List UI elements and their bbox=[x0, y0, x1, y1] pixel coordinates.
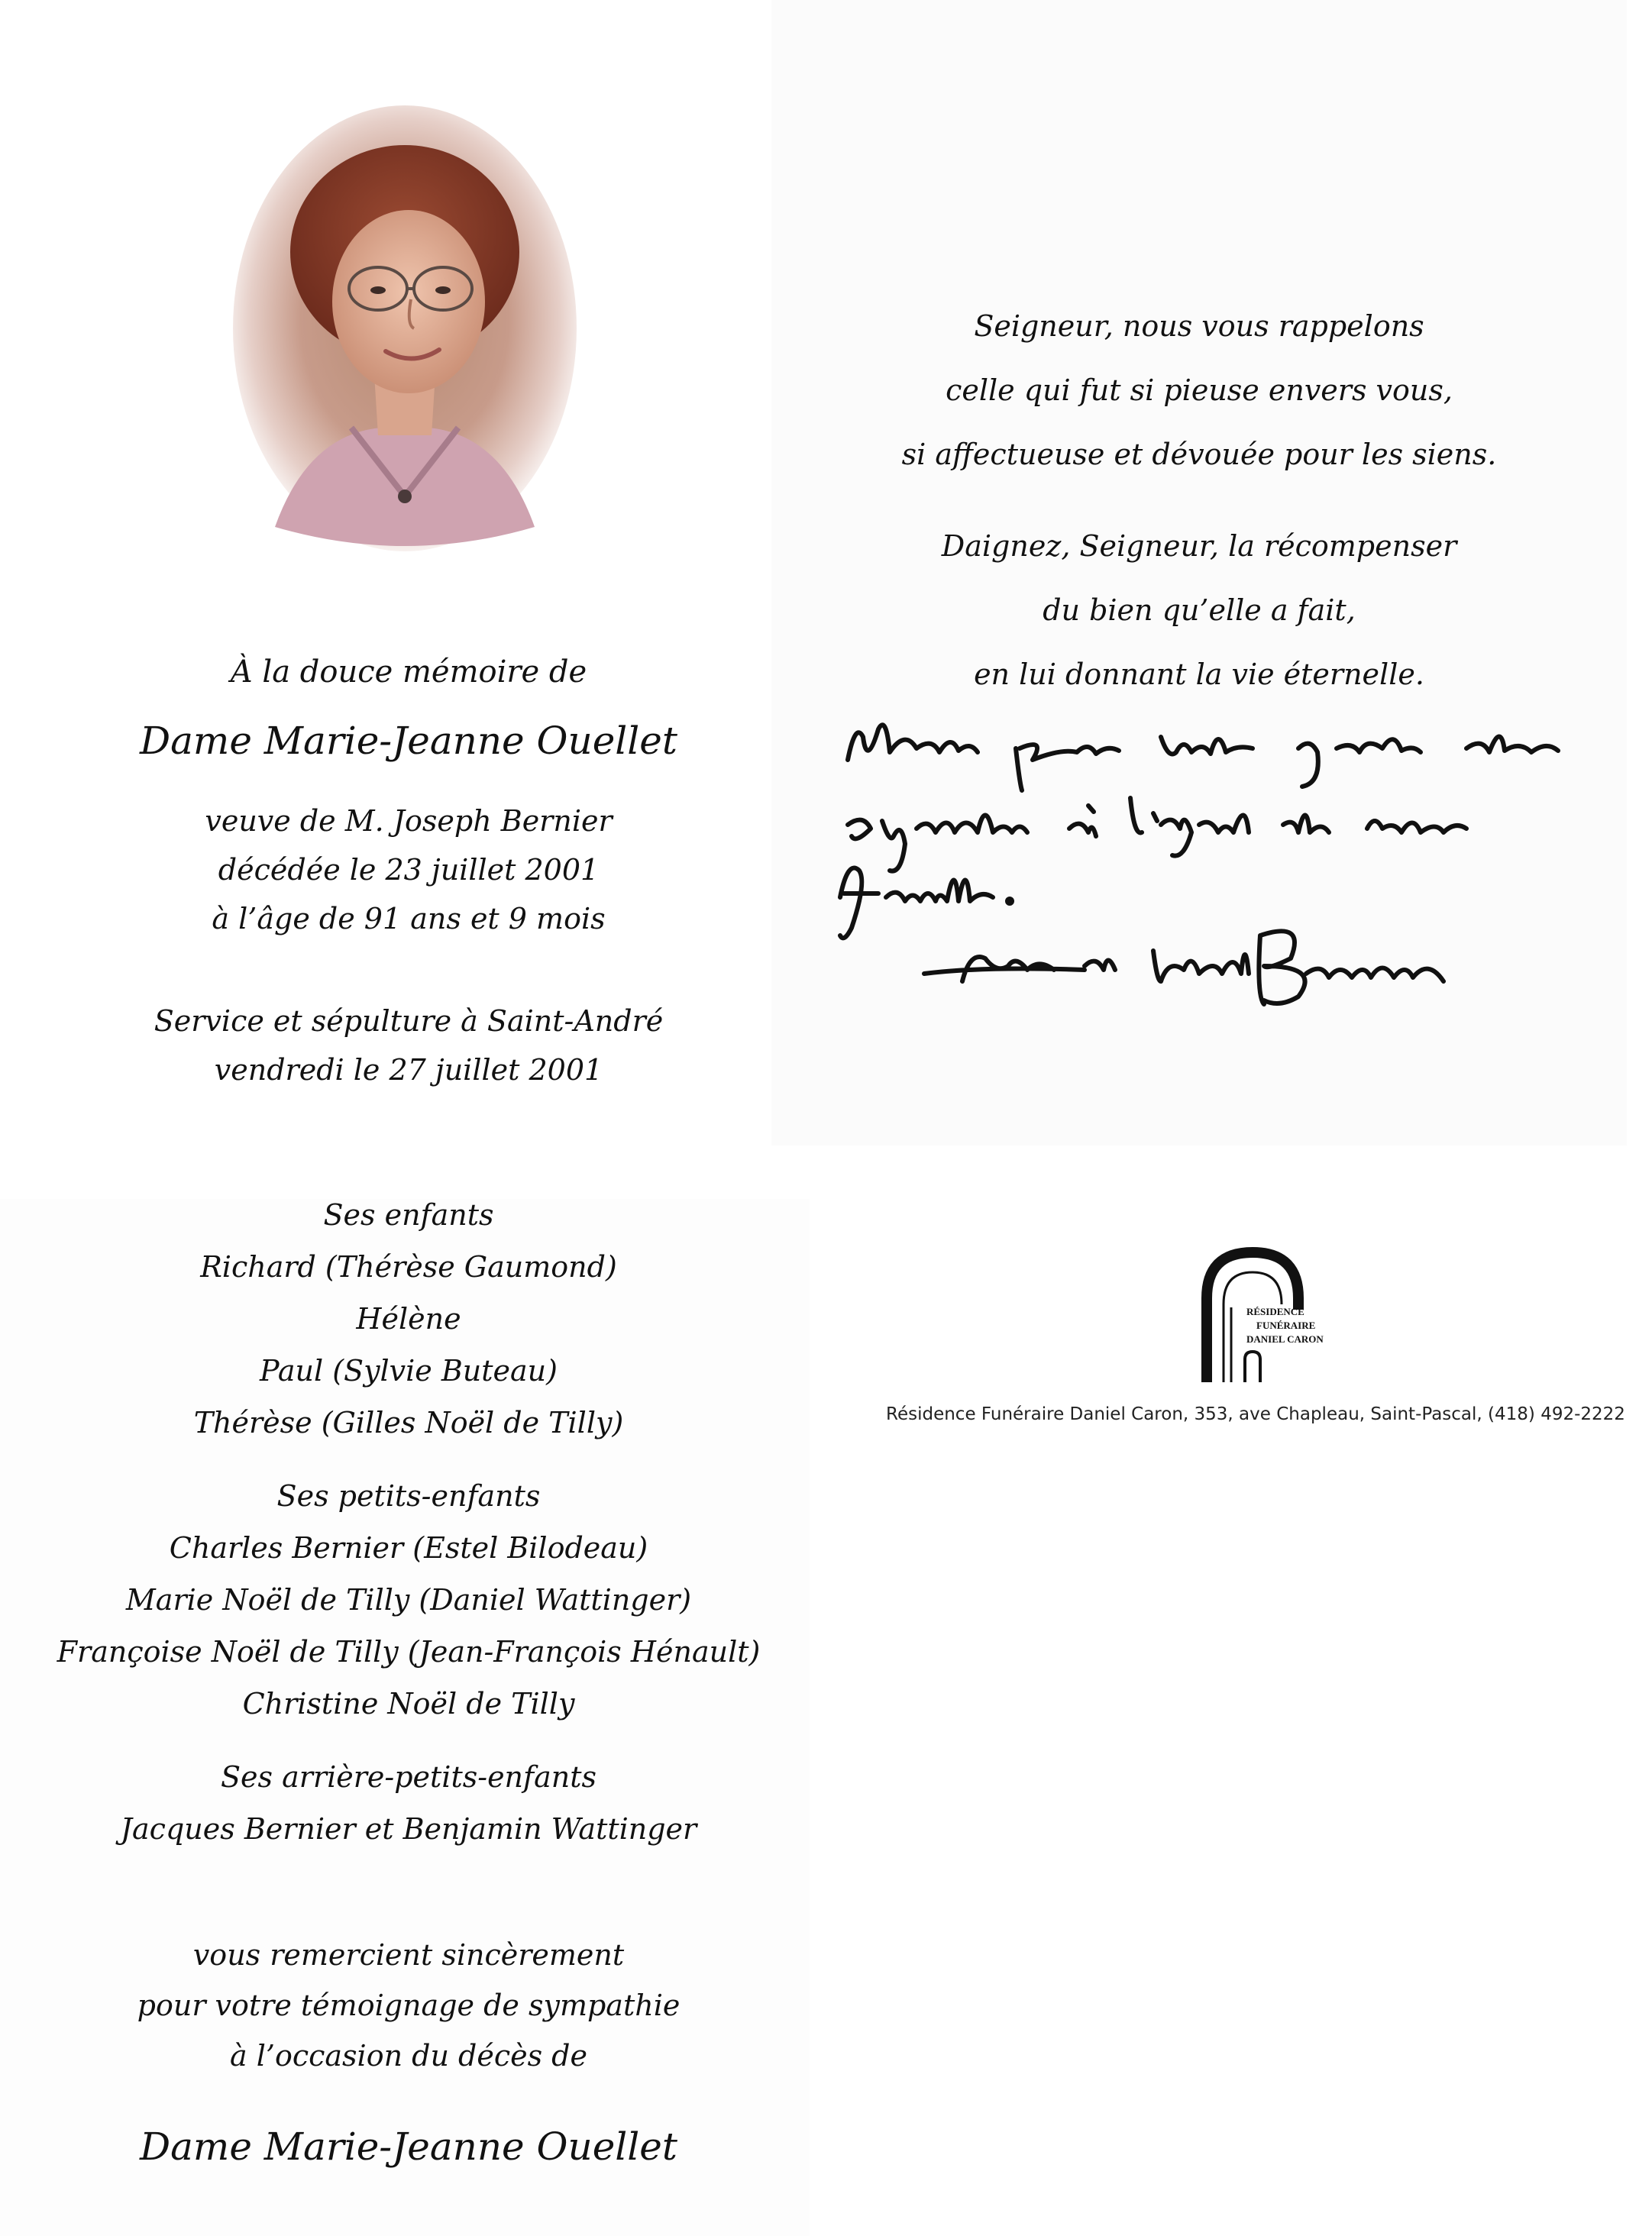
family-member: Marie Noël de Tilly (Daniel Wattinger) bbox=[125, 1583, 692, 1617]
children-heading: Ses enfants bbox=[323, 1198, 494, 1232]
logo-text-line: FUNÉRAIRE bbox=[1256, 1320, 1316, 1331]
grandchildren-group bbox=[46, 1470, 771, 1730]
service-details bbox=[46, 997, 771, 1094]
family-member: Hélène bbox=[356, 1302, 461, 1336]
handwritten-thank-you-note bbox=[832, 706, 1596, 1035]
thanks-line: pour votre témoignage de sympathie bbox=[137, 1989, 681, 2022]
children-group bbox=[46, 1189, 771, 1449]
family-member: Jacques Bernier et Benjamin Wattinger bbox=[120, 1812, 697, 1846]
thanks-message bbox=[46, 1930, 771, 2081]
prayer-stanza-1 bbox=[810, 294, 1589, 486]
age-line: à l’âge de 91 ans et 9 mois bbox=[212, 902, 606, 935]
family-member: Françoise Noël de Tilly (Jean-François Hénault) bbox=[57, 1635, 761, 1669]
prayer-text bbox=[810, 294, 1589, 706]
logo-text-line: RÉSIDENCE bbox=[1246, 1306, 1304, 1317]
family-member: Christine Noël de Tilly bbox=[242, 1687, 575, 1721]
thanks-line: à l’occasion du décès de bbox=[229, 2039, 587, 2073]
prayer-line: Daignez, Seigneur, la récompenser bbox=[941, 529, 1457, 563]
date-of-death-line: décédée le 23 juillet 2001 bbox=[218, 853, 600, 887]
service-location-line: Service et sépulture à Saint-André bbox=[154, 1004, 664, 1038]
prayer-stanza-2 bbox=[810, 514, 1589, 706]
family-list bbox=[46, 1189, 771, 1855]
widow-of-line: veuve de M. Joseph Bernier bbox=[205, 804, 613, 838]
prayer-line: du bien qu’elle a fait, bbox=[1043, 593, 1356, 627]
funeral-home-logo bbox=[1191, 1245, 1329, 1386]
grandchildren-heading: Ses petits-enfants bbox=[276, 1479, 541, 1513]
deceased-name: Dame Marie-Jeanne Ouellet bbox=[140, 719, 677, 763]
deceased-name-bottom: Dame Marie-Jeanne Ouellet bbox=[140, 2125, 677, 2169]
prayer-line: si affectueuse et dévouée pour les siens. bbox=[901, 438, 1497, 471]
memorial-intro: À la douce mémoire de bbox=[230, 654, 587, 690]
prayer-line: en lui donnant la vie éternelle. bbox=[974, 658, 1424, 691]
logo-text-line: DANIEL CARON bbox=[1246, 1333, 1324, 1345]
great-grandchildren-heading: Ses arrière-petits-enfants bbox=[221, 1760, 596, 1794]
service-date-line: vendredi le 27 juillet 2001 bbox=[214, 1053, 603, 1087]
great-grandchildren-group bbox=[46, 1751, 771, 1855]
thanks-line: vous remercient sincèrement bbox=[192, 1938, 625, 1972]
prayer-line: celle qui fut si pieuse envers vous, bbox=[946, 373, 1453, 407]
family-member: Charles Bernier (Estel Bilodeau) bbox=[169, 1531, 648, 1565]
funeral-home-address: Résidence Funéraire Daniel Caron, 353, ave Chapleau, Saint-Pascal, (418) 492-2222 bbox=[886, 1404, 1625, 1424]
family-member: Thérèse (Gilles Noël de Tilly) bbox=[193, 1406, 624, 1440]
family-member: Paul (Sylvie Buteau) bbox=[259, 1354, 558, 1388]
prayer-line: Seigneur, nous vous rappelons bbox=[974, 309, 1424, 343]
deceased-details bbox=[46, 796, 771, 943]
family-member: Richard (Thérèse Gaumond) bbox=[200, 1250, 617, 1284]
deceased-portrait bbox=[229, 99, 580, 557]
